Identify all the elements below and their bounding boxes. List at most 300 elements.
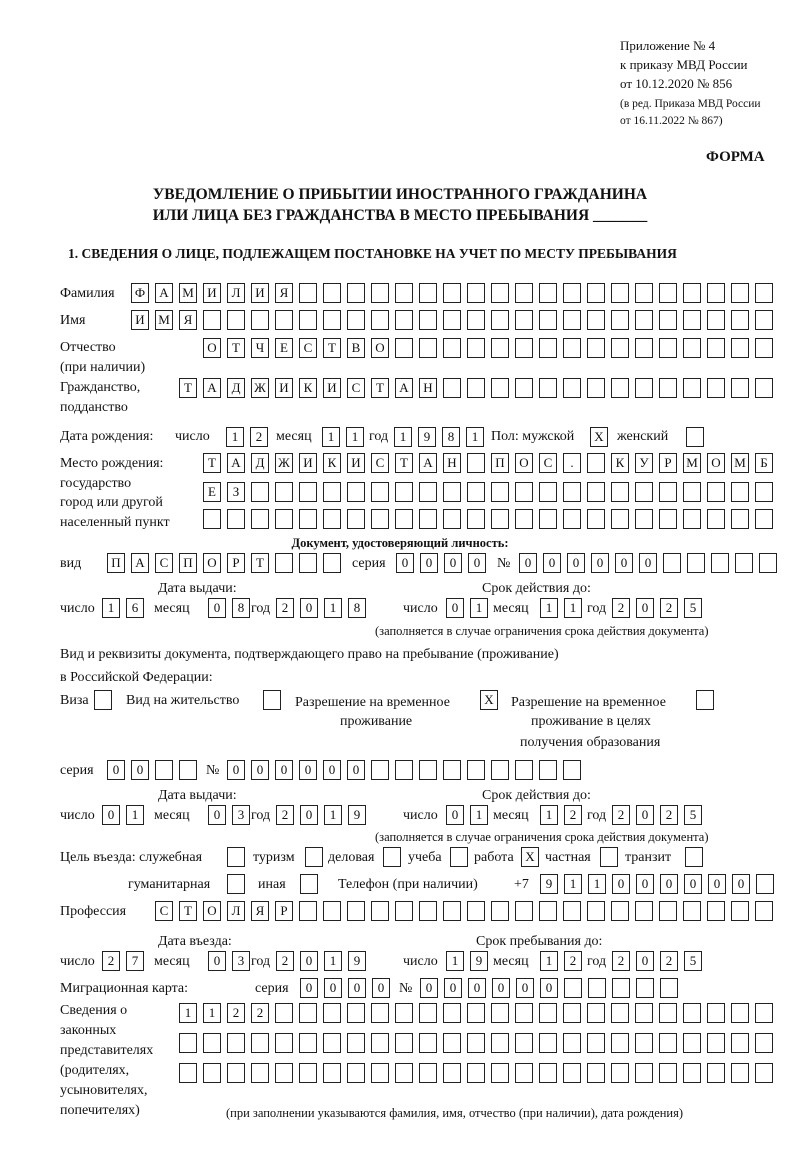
cell-id-valid-year[interactable]: 2: [660, 598, 678, 618]
cell-id-series[interactable]: 0: [396, 553, 414, 573]
cell-reps-1[interactable]: [587, 1003, 605, 1023]
cell-rd-number[interactable]: [515, 760, 533, 780]
cell-rd-number[interactable]: 0: [347, 760, 365, 780]
cell-reps-3[interactable]: [227, 1063, 245, 1083]
cell-birth-month[interactable]: 1: [322, 427, 340, 447]
cell-phone[interactable]: 0: [708, 874, 726, 894]
cell-citizenship[interactable]: [467, 378, 485, 398]
cell-patronymic[interactable]: [587, 338, 605, 358]
cell-reps-3[interactable]: [299, 1063, 317, 1083]
cell-birthplace-1[interactable]: Ж: [275, 453, 293, 473]
cell-rd-issue-year[interactable]: 2: [276, 805, 294, 825]
cell-reps-3[interactable]: [419, 1063, 437, 1083]
cell-rd-number[interactable]: [419, 760, 437, 780]
cell-id-kind[interactable]: А: [131, 553, 149, 573]
cell-name[interactable]: [395, 310, 413, 330]
cell-id-kind[interactable]: П: [179, 553, 197, 573]
cell-birthplace-2[interactable]: [251, 482, 269, 502]
cell-birthplace-3[interactable]: [227, 509, 245, 529]
cell-id-issue-year[interactable]: 1: [324, 598, 342, 618]
cell-surname[interactable]: [515, 283, 533, 303]
cell-reps-2[interactable]: [539, 1033, 557, 1053]
cell-p-business[interactable]: [383, 847, 401, 867]
cell-reps-3[interactable]: [275, 1063, 293, 1083]
cell-patronymic[interactable]: [539, 338, 557, 358]
cell-id-valid-month[interactable]: 1: [564, 598, 582, 618]
cell-birthplace-2[interactable]: [635, 482, 653, 502]
cell-birthplace-2[interactable]: [299, 482, 317, 502]
cell-id-issue-year[interactable]: 2: [276, 598, 294, 618]
cell-birthplace-2[interactable]: [419, 482, 437, 502]
cell-reps-2[interactable]: [251, 1033, 269, 1053]
cell-surname[interactable]: [731, 283, 749, 303]
cell-profession[interactable]: Р: [275, 901, 293, 921]
cell-birthplace-1[interactable]: С: [539, 453, 557, 473]
cell-birthplace-1[interactable]: Т: [203, 453, 221, 473]
cell-reps-2[interactable]: [635, 1033, 653, 1053]
cell-reps-1[interactable]: [299, 1003, 317, 1023]
cell-id-valid-day[interactable]: 1: [470, 598, 488, 618]
cell-mc-number[interactable]: 0: [540, 978, 558, 998]
cell-mc-number[interactable]: [612, 978, 630, 998]
cell-birthplace-1[interactable]: П: [491, 453, 509, 473]
cell-citizenship[interactable]: [443, 378, 461, 398]
cell-reps-1[interactable]: [635, 1003, 653, 1023]
cell-profession[interactable]: [731, 901, 749, 921]
cell-rd-number[interactable]: [563, 760, 581, 780]
cell-birthplace-3[interactable]: [587, 509, 605, 529]
cell-mc-series[interactable]: 0: [324, 978, 342, 998]
cell-birthplace-3[interactable]: [323, 509, 341, 529]
cell-reps-2[interactable]: [347, 1033, 365, 1053]
cell-birthplace-2[interactable]: [467, 482, 485, 502]
cell-reps-2[interactable]: [731, 1033, 749, 1053]
cell-birthplace-2[interactable]: [659, 482, 677, 502]
cell-birthplace-3[interactable]: [467, 509, 485, 529]
cell-reps-1[interactable]: [683, 1003, 701, 1023]
cell-entry-year[interactable]: 9: [348, 951, 366, 971]
cell-id-kind[interactable]: [299, 553, 317, 573]
cell-mc-number[interactable]: [660, 978, 678, 998]
cell-profession[interactable]: [659, 901, 677, 921]
cell-name[interactable]: [275, 310, 293, 330]
cell-birthplace-3[interactable]: [395, 509, 413, 529]
cell-birthplace-2[interactable]: Е: [203, 482, 221, 502]
cell-reps-3[interactable]: [587, 1063, 605, 1083]
cell-citizenship[interactable]: [683, 378, 701, 398]
cell-birthplace-2[interactable]: [587, 482, 605, 502]
cell-birthplace-3[interactable]: [203, 509, 221, 529]
cell-mc-number[interactable]: 0: [516, 978, 534, 998]
cell-reps-3[interactable]: [179, 1063, 197, 1083]
cell-name[interactable]: [707, 310, 725, 330]
cell-profession[interactable]: [323, 901, 341, 921]
cell-name[interactable]: [683, 310, 701, 330]
cell-patronymic[interactable]: [491, 338, 509, 358]
cell-name[interactable]: [371, 310, 389, 330]
cell-patronymic[interactable]: [443, 338, 461, 358]
cell-p-other[interactable]: [300, 874, 318, 894]
cell-profession[interactable]: [635, 901, 653, 921]
cell-patronymic[interactable]: С: [299, 338, 317, 358]
cell-birthplace-1[interactable]: О: [707, 453, 725, 473]
cell-patronymic[interactable]: В: [347, 338, 365, 358]
cell-patronymic[interactable]: [515, 338, 533, 358]
cell-birthplace-2[interactable]: [275, 482, 293, 502]
cell-name[interactable]: [539, 310, 557, 330]
cell-p-private[interactable]: [600, 847, 618, 867]
cell-birthplace-2[interactable]: [683, 482, 701, 502]
cell-name[interactable]: [323, 310, 341, 330]
cell-surname[interactable]: [347, 283, 365, 303]
cell-id-number[interactable]: 0: [543, 553, 561, 573]
cell-rd-number[interactable]: [443, 760, 461, 780]
cell-reps-2[interactable]: [443, 1033, 461, 1053]
cell-id-valid-year[interactable]: 0: [636, 598, 654, 618]
cell-rd-number[interactable]: 0: [323, 760, 341, 780]
cell-surname[interactable]: Ф: [131, 283, 149, 303]
cell-entry-month[interactable]: 3: [232, 951, 250, 971]
cell-name[interactable]: [203, 310, 221, 330]
cell-birthplace-1[interactable]: И: [347, 453, 365, 473]
cell-birthplace-3[interactable]: [539, 509, 557, 529]
cell-citizenship[interactable]: Т: [179, 378, 197, 398]
cell-birth-day[interactable]: 2: [250, 427, 268, 447]
cell-entry-day[interactable]: 2: [102, 951, 120, 971]
cell-patronymic[interactable]: О: [371, 338, 389, 358]
cell-surname[interactable]: Л: [227, 283, 245, 303]
cell-rd-issue-year[interactable]: 9: [348, 805, 366, 825]
cell-id-issue-day[interactable]: 6: [126, 598, 144, 618]
cell-profession[interactable]: [491, 901, 509, 921]
cell-reps-3[interactable]: [467, 1063, 485, 1083]
cell-profession[interactable]: [467, 901, 485, 921]
cell-rd-issue-day[interactable]: 1: [126, 805, 144, 825]
cell-p-study[interactable]: [450, 847, 468, 867]
cell-surname[interactable]: [587, 283, 605, 303]
cell-birthplace-2[interactable]: [347, 482, 365, 502]
cell-entry-year[interactable]: 2: [276, 951, 294, 971]
cell-id-valid-month[interactable]: 1: [540, 598, 558, 618]
cell-patronymic[interactable]: Т: [227, 338, 245, 358]
cell-rd-valid-year[interactable]: 2: [612, 805, 630, 825]
cell-p-tourism[interactable]: [305, 847, 323, 867]
cell-citizenship[interactable]: [731, 378, 749, 398]
cell-rd-number[interactable]: 0: [251, 760, 269, 780]
cell-profession[interactable]: [371, 901, 389, 921]
cell-birthplace-2[interactable]: [371, 482, 389, 502]
cell-entry-day[interactable]: 7: [126, 951, 144, 971]
cell-reps-1[interactable]: [659, 1003, 677, 1023]
cell-p-work[interactable]: X: [521, 847, 539, 867]
cell-patronymic[interactable]: [635, 338, 653, 358]
cell-profession[interactable]: Л: [227, 901, 245, 921]
cell-birthplace-1[interactable]: О: [515, 453, 533, 473]
cell-reps-1[interactable]: [731, 1003, 749, 1023]
cell-patronymic[interactable]: [395, 338, 413, 358]
cell-birthplace-2[interactable]: [755, 482, 773, 502]
cell-phone[interactable]: 0: [660, 874, 678, 894]
cell-rd-issue-month[interactable]: 0: [208, 805, 226, 825]
cell-patronymic[interactable]: Т: [323, 338, 341, 358]
cell-reps-1[interactable]: [275, 1003, 293, 1023]
cell-birth-year[interactable]: 1: [466, 427, 484, 447]
cell-birthplace-1[interactable]: .: [563, 453, 581, 473]
cell-patronymic[interactable]: [683, 338, 701, 358]
cell-name[interactable]: [563, 310, 581, 330]
cell-profession[interactable]: Т: [179, 901, 197, 921]
cell-citizenship[interactable]: [539, 378, 557, 398]
cell-citizenship[interactable]: Н: [419, 378, 437, 398]
cell-phone[interactable]: 0: [684, 874, 702, 894]
cell-reps-3[interactable]: [395, 1063, 413, 1083]
cell-profession[interactable]: [539, 901, 557, 921]
cell-birthplace-3[interactable]: [659, 509, 677, 529]
cell-reps-3[interactable]: [683, 1063, 701, 1083]
cell-citizenship[interactable]: И: [275, 378, 293, 398]
cell-citizenship[interactable]: С: [347, 378, 365, 398]
cell-birthplace-1[interactable]: И: [299, 453, 317, 473]
cell-reps-3[interactable]: [659, 1063, 677, 1083]
cell-reps-2[interactable]: [587, 1033, 605, 1053]
cell-surname[interactable]: М: [179, 283, 197, 303]
cell-rd-number[interactable]: [467, 760, 485, 780]
cell-name[interactable]: [443, 310, 461, 330]
cell-rd-issue-day[interactable]: 0: [102, 805, 120, 825]
cell-surname[interactable]: И: [203, 283, 221, 303]
cell-reps-1[interactable]: [347, 1003, 365, 1023]
cell-rd-series[interactable]: [179, 760, 197, 780]
cell-mc-number[interactable]: 0: [444, 978, 462, 998]
cell-citizenship[interactable]: К: [299, 378, 317, 398]
cell-birth-month[interactable]: 1: [346, 427, 364, 447]
cell-surname[interactable]: [683, 283, 701, 303]
cell-birthplace-2[interactable]: [515, 482, 533, 502]
cell-name[interactable]: [755, 310, 773, 330]
cell-reps-1[interactable]: 2: [251, 1003, 269, 1023]
cell-reps-3[interactable]: [755, 1063, 773, 1083]
cell-surname[interactable]: Я: [275, 283, 293, 303]
cell-birthplace-3[interactable]: [371, 509, 389, 529]
cell-reps-2[interactable]: [491, 1033, 509, 1053]
cell-profession[interactable]: [755, 901, 773, 921]
cell-id-valid-day[interactable]: 0: [446, 598, 464, 618]
cell-birthplace-3[interactable]: [443, 509, 461, 529]
cell-rd-valid-month[interactable]: 2: [564, 805, 582, 825]
cell-stay-year[interactable]: 5: [684, 951, 702, 971]
cell-birthplace-1[interactable]: Б: [755, 453, 773, 473]
cell-name[interactable]: [659, 310, 677, 330]
cell-profession[interactable]: [347, 901, 365, 921]
cell-rd-number[interactable]: 0: [227, 760, 245, 780]
cell-surname[interactable]: [659, 283, 677, 303]
cell-profession[interactable]: [299, 901, 317, 921]
cell-patronymic[interactable]: [659, 338, 677, 358]
cell-reps-1[interactable]: 2: [227, 1003, 245, 1023]
cell-id-number[interactable]: [759, 553, 777, 573]
cell-phone[interactable]: 9: [540, 874, 558, 894]
cell-birthplace-2[interactable]: [491, 482, 509, 502]
cell-patronymic[interactable]: Ч: [251, 338, 269, 358]
cell-rd-series[interactable]: [155, 760, 173, 780]
cell-birth-year[interactable]: 1: [394, 427, 412, 447]
cell-mc-number[interactable]: [588, 978, 606, 998]
cell-rd-valid-month[interactable]: 1: [540, 805, 558, 825]
cell-citizenship[interactable]: А: [395, 378, 413, 398]
cell-birthplace-3[interactable]: [419, 509, 437, 529]
cell-birthplace-1[interactable]: [467, 453, 485, 473]
cell-p-humanitarian[interactable]: [227, 874, 245, 894]
cell-mc-series[interactable]: 0: [372, 978, 390, 998]
cell-birthplace-2[interactable]: [323, 482, 341, 502]
cell-mc-number[interactable]: [564, 978, 582, 998]
cell-id-number[interactable]: [711, 553, 729, 573]
cell-p-transit[interactable]: [685, 847, 703, 867]
cell-name[interactable]: [419, 310, 437, 330]
cell-id-kind[interactable]: [275, 553, 293, 573]
cell-reps-3[interactable]: [515, 1063, 533, 1083]
cell-patronymic[interactable]: [755, 338, 773, 358]
cell-mc-number[interactable]: 0: [492, 978, 510, 998]
cell-id-number[interactable]: [663, 553, 681, 573]
cell-reps-2[interactable]: [323, 1033, 341, 1053]
cell-citizenship[interactable]: [587, 378, 605, 398]
cell-citizenship[interactable]: [707, 378, 725, 398]
cell-phone[interactable]: 0: [732, 874, 750, 894]
cell-surname[interactable]: [395, 283, 413, 303]
cell-reps-3[interactable]: [443, 1063, 461, 1083]
cell-birthplace-1[interactable]: К: [611, 453, 629, 473]
cell-rd-number[interactable]: 0: [275, 760, 293, 780]
cell-profession[interactable]: [563, 901, 581, 921]
cell-rd-valid-day[interactable]: 0: [446, 805, 464, 825]
cell-id-issue-day[interactable]: 1: [102, 598, 120, 618]
cell-reps-1[interactable]: [371, 1003, 389, 1023]
cell-birthplace-2[interactable]: [611, 482, 629, 502]
cell-rd-valid-year[interactable]: 0: [636, 805, 654, 825]
cell-stay-year[interactable]: 0: [636, 951, 654, 971]
cell-citizenship[interactable]: [515, 378, 533, 398]
cell-stay-day[interactable]: 1: [446, 951, 464, 971]
cell-surname[interactable]: [539, 283, 557, 303]
cell-surname[interactable]: А: [155, 283, 173, 303]
cell-reps-3[interactable]: [347, 1063, 365, 1083]
cell-id-number[interactable]: [735, 553, 753, 573]
cell-entry-year[interactable]: 1: [324, 951, 342, 971]
cell-reps-1[interactable]: [611, 1003, 629, 1023]
cell-id-number[interactable]: 0: [567, 553, 585, 573]
cell-rd-valid-year[interactable]: 2: [660, 805, 678, 825]
cell-id-kind[interactable]: П: [107, 553, 125, 573]
cell-rd-valid-day[interactable]: 1: [470, 805, 488, 825]
cell-patronymic[interactable]: [707, 338, 725, 358]
cell-name[interactable]: [491, 310, 509, 330]
cell-reps-3[interactable]: [251, 1063, 269, 1083]
cell-reps-1[interactable]: [443, 1003, 461, 1023]
cell-profession[interactable]: С: [155, 901, 173, 921]
cell-entry-month[interactable]: 0: [208, 951, 226, 971]
cell-id-series[interactable]: 0: [468, 553, 486, 573]
cell-birthplace-2[interactable]: [539, 482, 557, 502]
cell-sex-female[interactable]: [686, 427, 704, 447]
cell-name[interactable]: [251, 310, 269, 330]
cell-birthplace-1[interactable]: У: [635, 453, 653, 473]
cell-surname[interactable]: [491, 283, 509, 303]
cell-rd-issue-year[interactable]: 0: [300, 805, 318, 825]
cell-phone[interactable]: 1: [588, 874, 606, 894]
cell-stay-year[interactable]: 2: [660, 951, 678, 971]
cell-reps-2[interactable]: [203, 1033, 221, 1053]
cell-reps-1[interactable]: [539, 1003, 557, 1023]
cell-stay-day[interactable]: 9: [470, 951, 488, 971]
cell-entry-year[interactable]: 0: [300, 951, 318, 971]
cell-birthplace-2[interactable]: [395, 482, 413, 502]
cell-reps-2[interactable]: [659, 1033, 677, 1053]
cell-birthplace-3[interactable]: [635, 509, 653, 529]
cell-reps-2[interactable]: [179, 1033, 197, 1053]
cell-birthplace-3[interactable]: [251, 509, 269, 529]
cell-surname[interactable]: [299, 283, 317, 303]
cell-id-kind[interactable]: С: [155, 553, 173, 573]
cell-birthplace-3[interactable]: [275, 509, 293, 529]
cell-birth-year[interactable]: 9: [418, 427, 436, 447]
cell-patronymic[interactable]: [731, 338, 749, 358]
cell-citizenship[interactable]: Д: [227, 378, 245, 398]
cell-rd-issue-month[interactable]: 3: [232, 805, 250, 825]
cell-name[interactable]: [731, 310, 749, 330]
cell-surname[interactable]: [443, 283, 461, 303]
cell-reps-1[interactable]: [419, 1003, 437, 1023]
cell-phone[interactable]: [756, 874, 774, 894]
cell-reps-2[interactable]: [611, 1033, 629, 1053]
cell-birthplace-2[interactable]: [563, 482, 581, 502]
cell-reps-3[interactable]: [731, 1063, 749, 1083]
cell-sex-male[interactable]: X: [590, 427, 608, 447]
cell-reps-2[interactable]: [227, 1033, 245, 1053]
cell-reps-1[interactable]: [515, 1003, 533, 1023]
cell-reps-1[interactable]: [563, 1003, 581, 1023]
cell-patronymic[interactable]: [419, 338, 437, 358]
cell-reps-1[interactable]: [323, 1003, 341, 1023]
cell-id-issue-month[interactable]: 0: [208, 598, 226, 618]
cell-reps-2[interactable]: [515, 1033, 533, 1053]
cell-reps-3[interactable]: [539, 1063, 557, 1083]
cell-trp[interactable]: X: [480, 690, 498, 710]
cell-birthplace-3[interactable]: [491, 509, 509, 529]
cell-surname[interactable]: [467, 283, 485, 303]
cell-birthplace-3[interactable]: [707, 509, 725, 529]
cell-birthplace-3[interactable]: [731, 509, 749, 529]
cell-surname[interactable]: [323, 283, 341, 303]
cell-birthplace-3[interactable]: [611, 509, 629, 529]
cell-birthplace-3[interactable]: [299, 509, 317, 529]
cell-profession[interactable]: [683, 901, 701, 921]
cell-surname[interactable]: [419, 283, 437, 303]
cell-id-valid-year[interactable]: 5: [684, 598, 702, 618]
cell-birthplace-3[interactable]: [563, 509, 581, 529]
cell-rd-number[interactable]: [491, 760, 509, 780]
cell-citizenship[interactable]: И: [323, 378, 341, 398]
cell-name[interactable]: [467, 310, 485, 330]
cell-birthplace-1[interactable]: [587, 453, 605, 473]
cell-reps-2[interactable]: [467, 1033, 485, 1053]
cell-citizenship[interactable]: [611, 378, 629, 398]
cell-profession[interactable]: [419, 901, 437, 921]
cell-reps-2[interactable]: [275, 1033, 293, 1053]
cell-id-issue-year[interactable]: 8: [348, 598, 366, 618]
cell-profession[interactable]: [611, 901, 629, 921]
cell-reps-3[interactable]: [491, 1063, 509, 1083]
